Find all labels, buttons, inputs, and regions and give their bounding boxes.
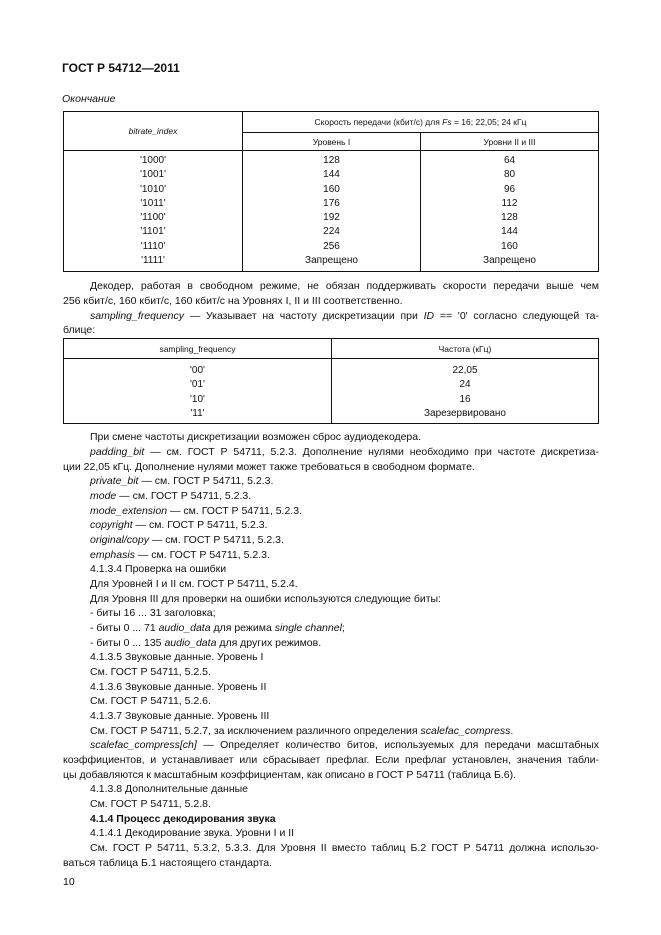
para-free-mode-1: Декодер, работая в свободном режиме, не обязан поддерживать скорости передачи выше чем	[90, 280, 599, 292]
section-4-1-4: 4.1.4 Процесс декодирования звука	[90, 813, 276, 825]
bits-item-1: - биты 16 ... 31 заголовка;	[90, 607, 216, 619]
table-continuation-label: Окончание	[62, 93, 116, 105]
bitrate-table	[63, 111, 599, 272]
sampling-frequency-header: sampling_frequency	[64, 339, 332, 359]
page-number: 10	[63, 876, 75, 888]
frequency-header: Частота (кГц)	[332, 339, 599, 359]
private-bit-def: private_bit — см. ГОСТ Р 54711, 5.2.3.	[90, 475, 274, 487]
sampling-frequency-table	[63, 338, 599, 424]
bitrate-index-column: '1000' '1001' '1010' '1011' '1100' '1101' '1110' '1111'	[64, 151, 243, 272]
sampling-frequency-def-2: блице:	[63, 324, 96, 336]
copyright-def: copyright — см. ГОСТ Р 54711, 5.2.3.	[90, 519, 268, 531]
document-header: ГОСТ Р 54712—2011	[62, 61, 180, 75]
mode-def: mode — см. ГОСТ Р 54711, 5.2.3.	[90, 490, 252, 502]
ref-5-2-8: См. ГОСТ Р 54711, 5.2.8.	[90, 798, 211, 810]
level1-header: Уровень I	[243, 133, 421, 151]
level23-column: 64 80 96 112 128 144 160 Запрещено	[421, 151, 599, 272]
reset-note: При смене частоты дискретизации возможен сброс аудиодекодера.	[90, 431, 422, 443]
ref-5-2-7: См. ГОСТ Р 54711, 5.2.7, за исключением различного определения scalefac_compress.	[90, 725, 514, 737]
level1-column: 128 144 160 176 192 224 256 Запрещено	[243, 151, 421, 272]
decoding-ref-1: См. ГОСТ Р 54711, 5.3.2, 5.3.3. Для Уровня II вместо таблиц Б.2 ГОСТ Р 54711 должна использо-	[90, 842, 599, 854]
levels-1-2-ref: Для Уровней I и II см. ГОСТ Р 54711, 5.2.4.	[90, 578, 298, 590]
sampling-frequency-def: sampling_frequency — Указывает на частоту дискретизации при ID == '0' согласно следующей та-	[90, 310, 599, 322]
bits-item-3: - биты 0 ... 135 audio_data для других режимов.	[90, 637, 322, 649]
frequencies-column: 22,05 24 16 Зарезервировано	[332, 359, 599, 424]
bitrate-span-header: Скорость передачи (кбит/с) для Fs = 16; 22,05; 24 кГц	[243, 112, 599, 133]
scalefac-compress-def-3: цы добавляются к масштабным коэффициентам, как описано в ГОСТ Р 54711 (таблица Б.6).	[63, 769, 517, 781]
bits-item-2: - биты 0 ... 71 audio_data для режима single channel;	[90, 622, 345, 634]
section-4-1-3-8: 4.1.3.8 Дополнительные данные	[90, 783, 249, 795]
section-4-1-3-5: 4.1.3.5 Звуковые данные. Уровень I	[90, 651, 264, 663]
ref-5-2-6: См. ГОСТ Р 54711, 5.2.6.	[90, 695, 211, 707]
section-4-1-4-1: 4.1.4.1 Декодирование звука. Уровни I и II	[90, 827, 295, 839]
section-4-1-3-4: 4.1.3.4 Проверка на ошибки	[90, 563, 227, 575]
section-4-1-3-7: 4.1.3.7 Звуковые данные. Уровень III	[90, 710, 270, 722]
sf-codes-column: '00' '01' '10' '11'	[64, 359, 332, 424]
decoding-ref-2: ваться таблица Б.1 настоящего стандарта.	[63, 857, 273, 869]
mode-extension-def: mode_extension — см. ГОСТ Р 54711, 5.2.3.	[90, 505, 302, 517]
level-3-intro: Для Уровня III для проверки на ошибки используются следующие биты:	[90, 593, 441, 605]
padding-bit-def: padding_bit — см. ГОСТ Р 54711, 5.2.3. Дополнение нулями необходимо при частоте дискретиза-	[90, 446, 599, 458]
emphasis-def: emphasis — см. ГОСТ Р 54711, 5.2.3.	[90, 549, 270, 561]
scalefac-compress-def-2: коэффициентов, и устанавливает или сбрасывает префлаг. Если префлаг установлен, значения табли-	[63, 754, 599, 766]
bitrate-index-header: bitrate_index	[64, 112, 243, 151]
scalefac-compress-def: scalefac_compress[ch] — Определяет количество битов, используемых для передачи масштабных	[90, 739, 599, 751]
padding-bit-def-2: ции 22,05 кГц. Дополнение нулями может также требоваться в свободном формате.	[63, 461, 475, 473]
level23-header: Уровни II и III	[421, 133, 599, 151]
section-4-1-3-6: 4.1.3.6 Звуковые данные. Уровень II	[90, 681, 267, 693]
para-free-mode-2: 256 кбит/с, 160 кбит/с, 160 кбит/с на Уровнях I, II и III соответственно.	[63, 295, 403, 307]
ref-5-2-5: См. ГОСТ Р 54711, 5.2.5.	[90, 666, 211, 678]
original-copy-def: original/copy — см. ГОСТ Р 54711, 5.2.3.	[90, 534, 284, 546]
